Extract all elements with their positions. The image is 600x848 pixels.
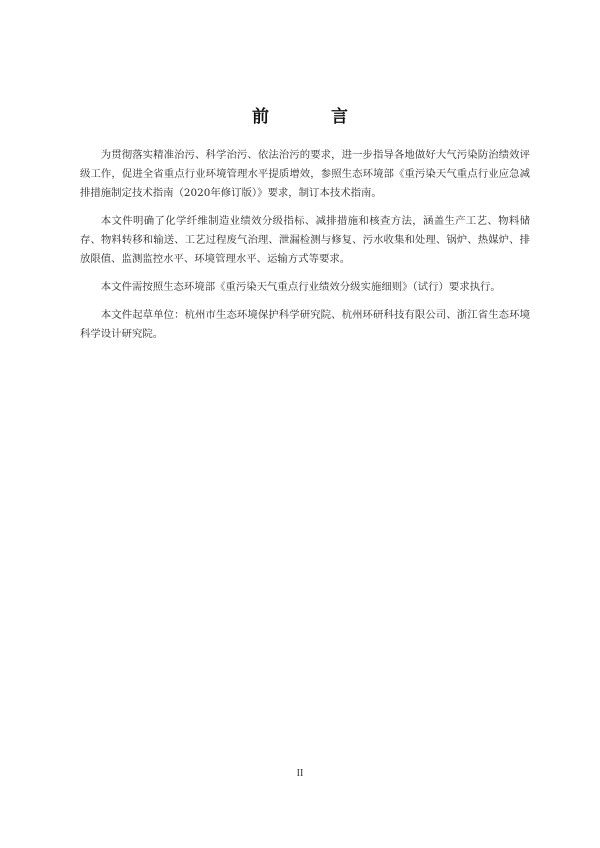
page-number: II [296, 768, 304, 779]
paragraph-execution: 本文件需按照生态环境部《重污染天气重点行业绩效分级实施细则》（试行）要求执行。 [100, 281, 501, 293]
paragraph-scope: 本文件明确了化学纤维制造业绩效分级指标、减排措施和核查方法，涵盖生产工艺、物料储存、物料转移和输送、工艺过程废气治理、泄漏检测与修复、污水收集和处理、锅炉、热媒炉、排放限值、监测监控水平、环境管理水平、运输方式等要求。 [80, 215, 530, 265]
paragraph-purpose: 为贯彻落实精准治污、科学治污、依法治污的要求，进一步指导各地做好大气污染防治绩效评级工作，促进全省重点行业环境管理水平提质增效，参照生态环境部《重污染天气重点行业应急减排措施制定技术指南（2020年修订版）》要求，制订本技术指南。 [80, 149, 530, 199]
page-title: 前 言 [252, 107, 376, 127]
paragraph-drafting-units: 本文件起草单位：杭州市生态环境保护科学研究院、杭州环研科技有限公司、浙江省生态环境科学设计研究院。 [80, 309, 530, 340]
preface-body [80, 146, 530, 353]
